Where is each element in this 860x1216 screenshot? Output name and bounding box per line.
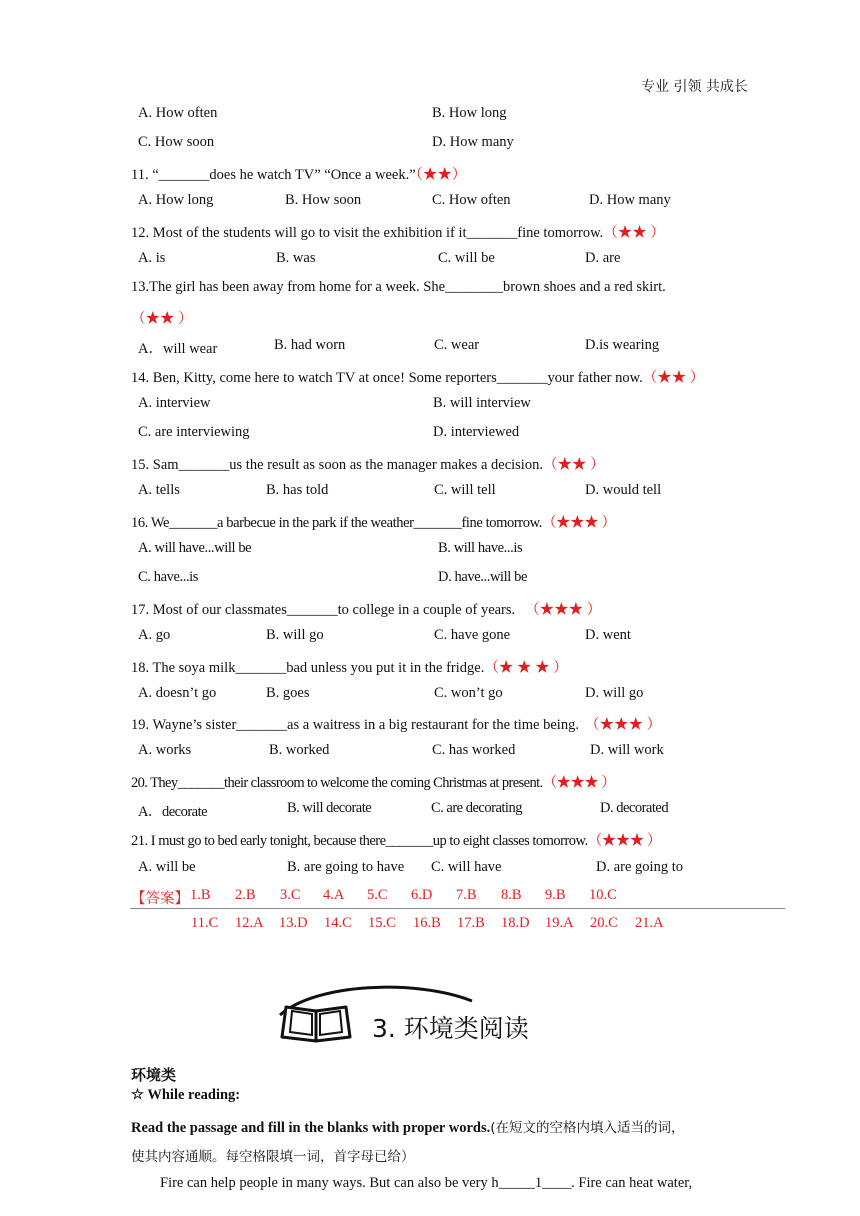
- question-stem: 18. The soya milk_______bad unless you put it in the fridge.: [131, 660, 485, 676]
- difficulty-stars: （★★★ ）: [542, 775, 616, 791]
- answer-key: 13.D: [279, 915, 308, 931]
- q14-option-b: B. will interview: [433, 395, 531, 411]
- answer-key: 6.D: [411, 887, 433, 903]
- q14-option-d: D. interviewed: [433, 424, 520, 440]
- q20-option-c: C. are decorating: [431, 800, 522, 816]
- book-icon: [276, 985, 356, 1047]
- reading-instruction: Read the passage and fill in the blanks with proper words.: [131, 1120, 491, 1136]
- q16-option-b: B. will have...is: [438, 540, 523, 556]
- q19-option-a: A. works: [138, 742, 192, 758]
- difficulty-stars: （★★★ ）: [541, 515, 616, 531]
- q11-option-d: D. How many: [589, 192, 671, 208]
- question-14: [131, 366, 704, 387]
- difficulty-stars: （★★ ）: [542, 457, 605, 473]
- q17-option-d: D. went: [585, 627, 631, 643]
- q13-option-c: C. wear: [434, 337, 480, 353]
- question-12: [131, 221, 665, 242]
- reading-instruction-cn: (在短文的空格内填入适当的词，: [490, 1120, 685, 1136]
- answer-key: 19.A: [545, 915, 574, 931]
- answer-key: 21.A: [635, 915, 664, 931]
- answer-key: 15.C: [368, 915, 396, 931]
- q13-option-d: D.is wearing: [585, 337, 660, 353]
- answer-key: 3.C: [280, 887, 301, 903]
- q20-option-d: D. decorated: [600, 800, 669, 816]
- q18-option-c: C. won’t go: [434, 685, 503, 701]
- answer-key: 18.D: [501, 915, 530, 931]
- q20-option-a: A．decorate: [138, 804, 208, 820]
- difficulty-stars: （★★★ ）: [525, 602, 602, 618]
- answer-key: 10.C: [589, 887, 617, 903]
- difficulty-stars: （★★★ ）: [584, 717, 662, 733]
- question-stem: 16. We_______a barbecue in the park if the weather_______fine tomorrow.: [131, 515, 542, 531]
- q21-option-b: B. are going to have: [287, 859, 405, 875]
- question-18: [131, 656, 568, 677]
- q21-option-c: C. will have: [431, 859, 502, 875]
- question-11: [131, 163, 466, 184]
- answer-key: 14.C: [324, 915, 352, 931]
- q20-option-b: B. will decorate: [287, 800, 372, 816]
- difficulty-stars: （★★）: [415, 167, 467, 183]
- q19-option-d: D. will work: [590, 742, 664, 758]
- q19-option-b: B. worked: [269, 742, 330, 758]
- answer-key: 5.C: [367, 887, 388, 903]
- question-17: [131, 598, 601, 619]
- question-stem: 15. Sam_______us the result as soon as the manager makes a decision.: [131, 457, 543, 473]
- passage-line: Fire can help people in many ways. But can also be very h_____1____. Fire can heat water,: [160, 1175, 693, 1191]
- header-motto: 专业 引领 共成长: [641, 79, 748, 95]
- section-title: 3. 环境类阅读: [372, 1014, 529, 1043]
- q10-option-b: B. How long: [432, 105, 507, 121]
- q13-option-a: A．will wear: [138, 341, 218, 357]
- reading-heading: 环境类: [131, 1066, 177, 1084]
- answer-key: 8.B: [501, 887, 522, 903]
- q21-option-d: D. are going to: [596, 859, 683, 875]
- q12-option-a: A. is: [138, 250, 166, 266]
- answer-key: 7.B: [456, 887, 477, 903]
- answer-key: 20.C: [590, 915, 618, 931]
- answer-key: 9.B: [545, 887, 566, 903]
- q10-option-c: C. How soon: [138, 134, 215, 150]
- question-20: [131, 771, 615, 792]
- q13-option-b: B. had worn: [274, 337, 346, 353]
- q19-option-c: C. has worked: [432, 742, 516, 758]
- q18-option-a: A. doesn’t go: [138, 685, 217, 701]
- answer-key: 2.B: [235, 887, 256, 903]
- q17-option-b: B. will go: [266, 627, 324, 643]
- answer-divider: [130, 908, 785, 909]
- question-stem: 19. Wayne’s sister_______as a waitress in a big restaurant for the time being.: [131, 717, 579, 733]
- answer-key: 4.A: [323, 887, 345, 903]
- question-stem: 21. I must go to bed early tonight, because there_______up to eight classes tomorrow.: [131, 833, 588, 849]
- q14-option-a: A. interview: [138, 395, 211, 411]
- answer-key: 11.C: [191, 915, 219, 931]
- q17-option-c: C. have gone: [434, 627, 511, 643]
- while-reading-label: ☆ While reading:: [131, 1087, 241, 1103]
- difficulty-stars: （★★★ ）: [587, 833, 661, 849]
- q15-option-c: C. will tell: [434, 482, 496, 498]
- q12-option-d: D. are: [585, 250, 621, 266]
- q15-option-d: D. would tell: [585, 482, 662, 498]
- q15-option-a: A. tells: [138, 482, 180, 498]
- question-stem: 12. Most of the students will go to visit the exhibition if it_______fine tomorrow.: [131, 225, 604, 241]
- question-stem: 11. “_______does he watch TV” “Once a week.”: [131, 167, 416, 183]
- question-13-stem: 13.The girl has been away from home for a week. She________brown shoes and a red skirt.: [131, 279, 666, 295]
- q12-option-c: C. will be: [438, 250, 495, 266]
- q15-option-b: B. has told: [266, 482, 329, 498]
- q17-option-a: A. go: [138, 627, 171, 643]
- difficulty-stars: （★★ ）: [131, 311, 193, 327]
- q10-option-d: D. How many: [432, 134, 514, 150]
- q16-option-d: D. have...will be: [438, 569, 528, 585]
- q11-option-a: A. How long: [138, 192, 214, 208]
- answers-label: 【答案】: [131, 891, 189, 907]
- q18-option-b: B. goes: [266, 685, 310, 701]
- q11-option-b: B. How soon: [285, 192, 362, 208]
- q21-option-a: A. will be: [138, 859, 196, 875]
- answer-key: 17.B: [457, 915, 485, 931]
- question-15: [131, 453, 605, 474]
- difficulty-stars: （★★ ）: [642, 370, 705, 386]
- q14-option-c: C. are interviewing: [138, 424, 250, 440]
- answer-key: 16.B: [413, 915, 441, 931]
- question-21: [131, 829, 661, 850]
- answer-key: 12.A: [235, 915, 264, 931]
- q10-option-a: A. How often: [138, 105, 218, 121]
- answer-key: 1.B: [190, 887, 211, 903]
- reading-instruction-cn-cont: 使其内容通顺。每空格限填一词，首字母已给）: [131, 1149, 415, 1165]
- difficulty-stars: （★ ★ ★ ）: [484, 660, 568, 676]
- question-stem: 20. They_______their classroom to welcome the coming Christmas at present.: [131, 775, 543, 791]
- question-16: [131, 511, 616, 532]
- q16-option-c: C. have...is: [138, 569, 199, 585]
- question-19: [131, 713, 661, 734]
- q11-option-c: C. How often: [432, 192, 511, 208]
- q18-option-d: D. will go: [585, 685, 644, 701]
- difficulty-stars: （★★ ）: [603, 225, 665, 241]
- q16-option-a: A. will have...will be: [138, 540, 252, 556]
- question-stem: 17. Most of our classmates_______to college in a couple of years.: [131, 602, 516, 618]
- q12-option-b: B. was: [276, 250, 316, 266]
- question-stem: 14. Ben, Kitty, come here to watch TV at once! Some reporters_______your father now.: [131, 370, 643, 386]
